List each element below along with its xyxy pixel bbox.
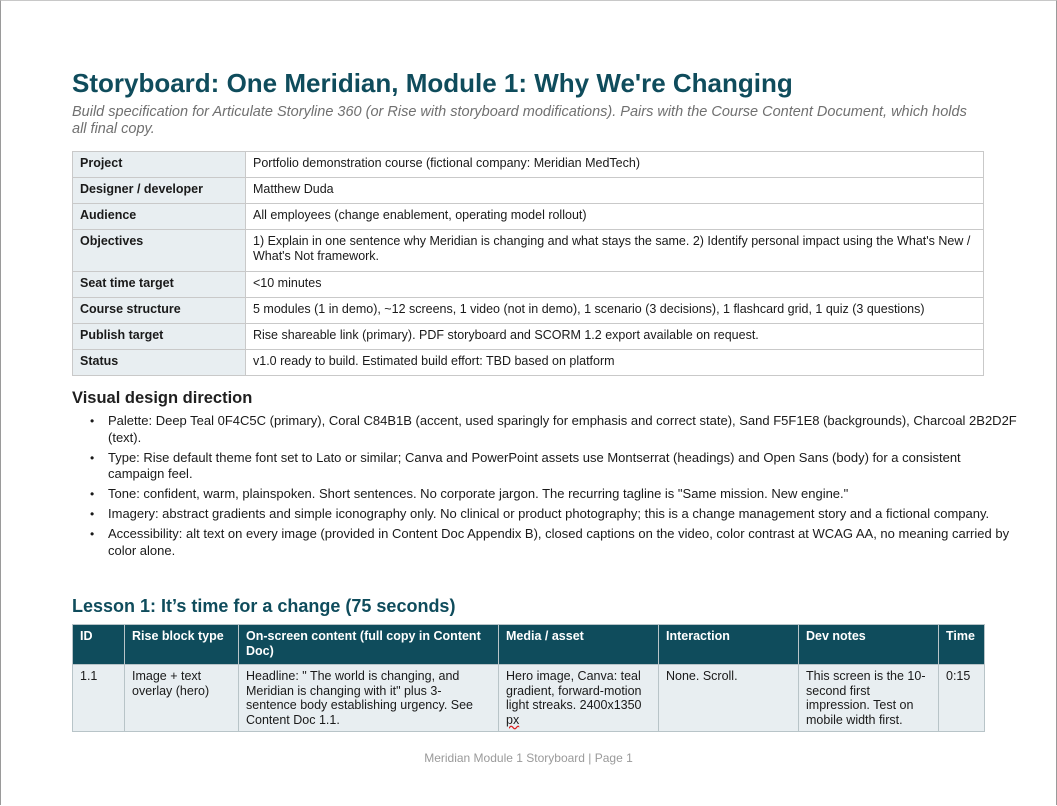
- cell-dev-notes: This screen is the 10-second first impression. Test on mobile width first.: [799, 665, 939, 732]
- cell-time: 0:15: [939, 665, 985, 732]
- spellcheck-mark: px: [506, 712, 520, 727]
- row-value-status: v1.0 ready to build. Estimated build effort: TBD based on platform: [246, 350, 984, 376]
- bullet-text-palette: Palette: Deep Teal 0F4C5C (primary), Coral C84B1B (accent, used sparingly for emphasis and correct state), Sand F5F1E8 (backgrounds), Charcoal 2B2D2F (text).: [108, 413, 1017, 445]
- cell-interaction: None. Scroll.: [659, 665, 799, 732]
- column-header-block-type: Rise block type: [125, 625, 239, 665]
- visual-design-heading: Visual design direction: [72, 389, 253, 407]
- row-value-publish-target: Rise shareable link (primary). PDF storyboard and SCORM 1.2 export available on request.: [246, 324, 984, 350]
- table-header-row: [73, 625, 985, 665]
- bullet-icon: •: [90, 487, 95, 501]
- table-row: [73, 324, 984, 350]
- row-value-audience: All employees (change enablement, operating model rollout): [246, 204, 984, 230]
- table-row: [73, 298, 984, 324]
- column-header-media: Media / asset: [499, 625, 659, 665]
- cell-block-type: Image + text overlay (hero): [125, 665, 239, 732]
- row-label-publish-target: Publish target: [73, 324, 246, 350]
- table-row: [73, 350, 984, 376]
- row-label-designer: Designer / developer: [73, 178, 246, 204]
- list-item: [90, 486, 1020, 503]
- row-label-project: Project: [73, 152, 246, 178]
- row-value-project: Portfolio demonstration course (fictional company: Meridian MedTech): [246, 152, 984, 178]
- cell-content: Headline: " The world is changing, and Meridian is changing with it" plus 3-sentence body establishing urgency. See Content Doc 1.1.: [239, 665, 499, 732]
- table-row: [73, 272, 984, 298]
- bullet-icon: •: [90, 507, 95, 521]
- row-value-designer: Matthew Duda: [246, 178, 984, 204]
- column-header-id: ID: [73, 625, 125, 665]
- row-label-status: Status: [73, 350, 246, 376]
- list-item: [90, 449, 1020, 483]
- document-title: Storyboard: One Meridian, Module 1: Why We're Changing: [72, 68, 793, 98]
- list-item: [90, 413, 1020, 446]
- row-value-course-structure: 5 modules (1 in demo), ~12 screens, 1 video (not in demo), 1 scenario (3 decisions), 1 flashcard grid, 1 quiz (3 questions): [246, 298, 984, 324]
- row-label-objectives: Objectives: [73, 230, 246, 272]
- table-row: [73, 152, 984, 178]
- bullet-text-imagery: Imagery: abstract gradients and simple iconography only. No clinical or product photography; this is a change management story and a fictional company.: [108, 506, 990, 521]
- table-row: [73, 230, 984, 272]
- project-info-table: [72, 151, 984, 376]
- bullet-text-type: Type: Rise default theme font set to Lato or similar; Canva and PowerPoint assets use Montserrat (headings) and Open Sans (body) for a consistent campaign feel.: [108, 449, 961, 481]
- media-text: Hero image, Canva: teal gradient, forward-motion light streaks. 2400x1350: [506, 669, 642, 712]
- row-value-seat-time: <10 minutes: [246, 272, 984, 298]
- row-label-course-structure: Course structure: [73, 298, 246, 324]
- row-value-objectives: 1) Explain in one sentence why Meridian is changing and what stays the same. 2) Identify personal impact using the What's New / What's Not framework.: [246, 230, 984, 272]
- cell-media: [499, 665, 659, 732]
- bullet-icon: •: [90, 414, 95, 428]
- column-header-interaction: Interaction: [659, 625, 799, 665]
- bullet-icon: •: [90, 450, 95, 465]
- page-footer: Meridian Module 1 Storyboard | Page 1: [424, 751, 633, 765]
- table-row: [73, 178, 984, 204]
- visual-design-list: [72, 413, 1020, 563]
- row-label-audience: Audience: [73, 204, 246, 230]
- list-item: [90, 506, 1020, 523]
- bullet-icon: •: [90, 527, 95, 541]
- lesson-heading: Lesson 1: It’s time for a change (75 seconds): [72, 596, 456, 616]
- column-header-dev-notes: Dev notes: [799, 625, 939, 665]
- document-subtitle: Build specification for Articulate Storyline 360 (or Rise with storyboard modifications). Pairs with the Course Content Document, which holds all final copy.: [72, 104, 967, 137]
- table-row: [73, 204, 984, 230]
- column-header-time: Time: [939, 625, 985, 665]
- bullet-text-tone: Tone: confident, warm, plainspoken. Short sentences. No corporate jargon. The recurring tagline is "Same mission. New engine.": [108, 486, 849, 501]
- column-header-content: On-screen content (full copy in Content Doc): [239, 625, 499, 665]
- list-item: [90, 526, 1020, 559]
- row-label-seat-time: Seat time target: [73, 272, 246, 298]
- lesson-table: [72, 624, 985, 732]
- cell-id: 1.1: [73, 665, 125, 732]
- bullet-text-accessibility: Accessibility: alt text on every image (provided in Content Doc Appendix B), closed captions on the video, color contrast at WCAG AA, no meaning carried by color alone.: [108, 526, 1010, 558]
- table-row: [73, 665, 985, 732]
